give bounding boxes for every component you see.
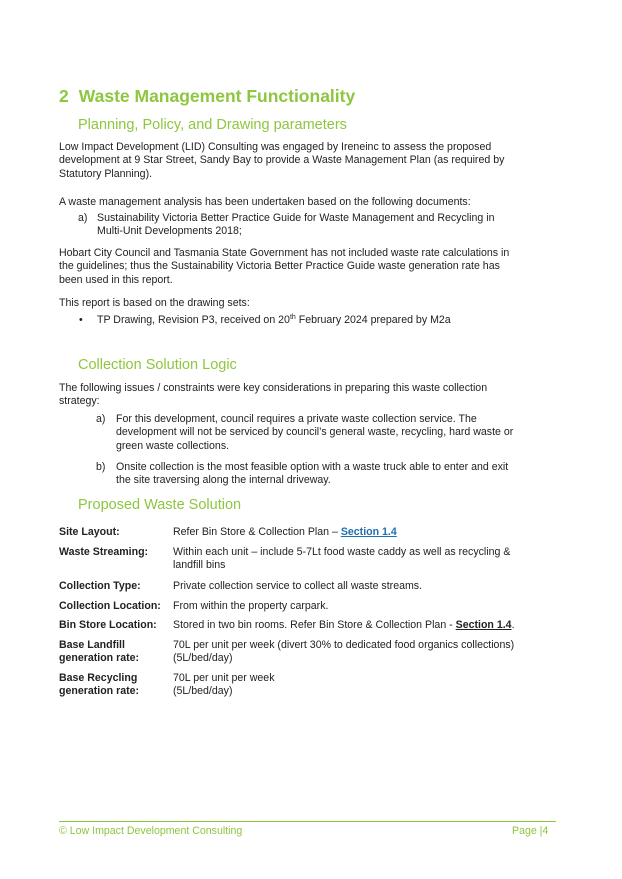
constraint-item: Onsite collection is the most feasible option with a waste truck able to enter and exit the site traversing along the internal driveway. bbox=[116, 461, 509, 487]
row-value: Private collection service to collect all waste streams. bbox=[173, 580, 423, 592]
row-value: 70L per unit per week (5L/bed/day) bbox=[173, 672, 275, 698]
bullet-icon: • bbox=[79, 314, 83, 326]
collection-intro: The following issues / constraints were key considerations in preparing this waste collection strategy: bbox=[59, 382, 488, 408]
row-value: Refer Bin Store & Collection Plan – Section 1.4 bbox=[173, 526, 397, 538]
drawing-list-item: TP Drawing, Revision P3, received on 20th February 2024 prepared by M2a bbox=[97, 314, 451, 326]
row-value: From within the property carpark. bbox=[173, 600, 329, 612]
planning-paragraph-1: Low Impact Development (LID) Consulting was engaged by Ireneinc to assess the proposed development at 9 Star Street, Sandy Bay to provide a Waste Management Plan (as required by Statutory Planning). bbox=[59, 141, 505, 180]
row-value: Within each unit – include 5-7Lt food waste caddy as well as recycling & landfill bins bbox=[173, 546, 511, 572]
collection-heading: Collection Solution Logic bbox=[78, 357, 237, 373]
planning-paragraph-2: A waste management analysis has been undertaken based on the following documents: bbox=[59, 196, 471, 208]
planning-paragraph-3: Hobart City Council and Tasmania State Government has not included waste rate calculations in the guidelines; thus the Sustainability Victoria Better Practice Guide waste generation rate has been used in this report. bbox=[59, 247, 510, 286]
constraint-marker: b) bbox=[96, 461, 106, 473]
row-label: Base Landfill generation rate: bbox=[59, 639, 140, 665]
row-value: 70L per unit per week (divert 30% to dedicated food organics collections) (5L/bed/day) bbox=[173, 639, 515, 665]
constraint-item: For this development, council requires a private waste collection service. The development will not be serviced by council’s general waste, recycling, hard waste or green waste collections. bbox=[116, 413, 514, 452]
section-link[interactable]: Section 1.4 bbox=[340, 526, 397, 538]
section-reference: Section 1.4 bbox=[455, 619, 512, 631]
constraint-marker: a) bbox=[96, 413, 106, 425]
planning-paragraph-4: This report is based on the drawing sets: bbox=[59, 297, 250, 309]
proposed-heading: Proposed Waste Solution bbox=[78, 497, 242, 513]
document-list-marker: a) bbox=[78, 212, 88, 224]
footer-divider bbox=[59, 821, 556, 822]
row-label: Site Layout: bbox=[59, 526, 120, 538]
row-label: Collection Location: bbox=[59, 600, 161, 612]
document-list-item: Sustainability Victoria Better Practice Guide for Waste Management and Recycling in Multi-Unit Developments 2018; bbox=[97, 212, 495, 238]
row-label: Base Recycling generation rate: bbox=[59, 672, 140, 698]
row-label: Bin Store Location: bbox=[59, 619, 157, 631]
row-value: Stored in two bin rooms. Refer Bin Store & Collection Plan - Section 1.4. bbox=[173, 619, 515, 631]
row-label: Collection Type: bbox=[59, 580, 141, 592]
footer-copyright: © Low Impact Development Consulting bbox=[59, 825, 243, 837]
section-heading: 2 Waste Management Functionality bbox=[59, 86, 356, 106]
planning-heading: Planning, Policy, and Drawing parameters bbox=[78, 117, 347, 133]
page-number: Page |4 bbox=[512, 825, 549, 837]
row-label: Waste Streaming: bbox=[59, 546, 149, 558]
